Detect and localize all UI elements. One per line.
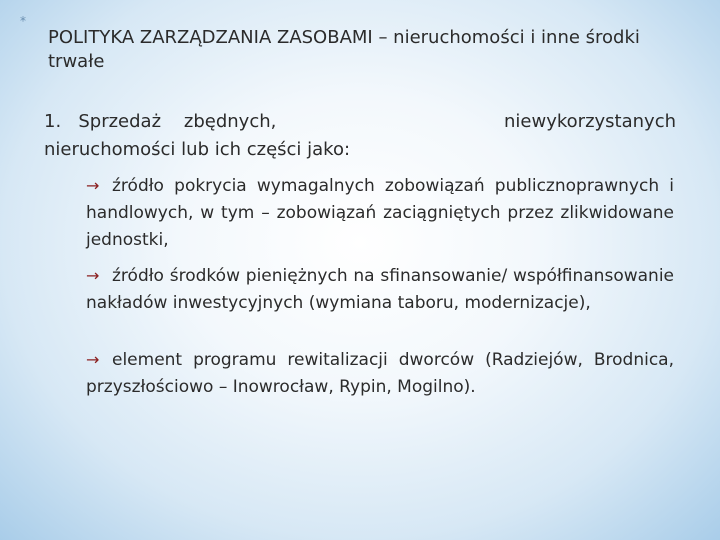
intro-part-1: 1. Sprzedaż zbędnych, <box>44 111 277 132</box>
bullet-text-1: źródło pokrycia wymagalnych zobowiązań publicznoprawnych i handlowych, w tym – zobowiązań zaciągniętych przez zlikwidowane jednostki, <box>86 176 674 250</box>
intro-part-3: nieruchomości lub ich części jako: <box>44 139 351 160</box>
bullet-text-3: element programu rewitalizacji dworców (Radziejów, Brodnica, przyszłościowo – Inowrocław, Rypin, Mogilno). <box>86 350 674 397</box>
slide-title: POLITYKA ZARZĄDZANIA ZASOBAMI – nieruchomości i inne środki trwałe <box>48 27 640 72</box>
intro-part-2: niewykorzystanych <box>504 111 676 132</box>
arrow-right-icon: → <box>86 266 100 285</box>
intro-paragraph <box>44 108 676 164</box>
bullet-item-2 <box>86 262 674 317</box>
bullet-item-1 <box>86 172 674 254</box>
bullet-text-2: źródło środków pieniężnych na sfinansowanie/ współfinansowanie nakładów inwestycyjnych (wymiana taboru, modernizacje), <box>86 266 674 313</box>
corner-asterisk: * <box>20 14 26 28</box>
bullet-item-3 <box>86 346 674 401</box>
arrow-right-icon: → <box>86 350 100 369</box>
arrow-right-icon: → <box>86 176 100 195</box>
intro-line-1 <box>44 108 676 136</box>
